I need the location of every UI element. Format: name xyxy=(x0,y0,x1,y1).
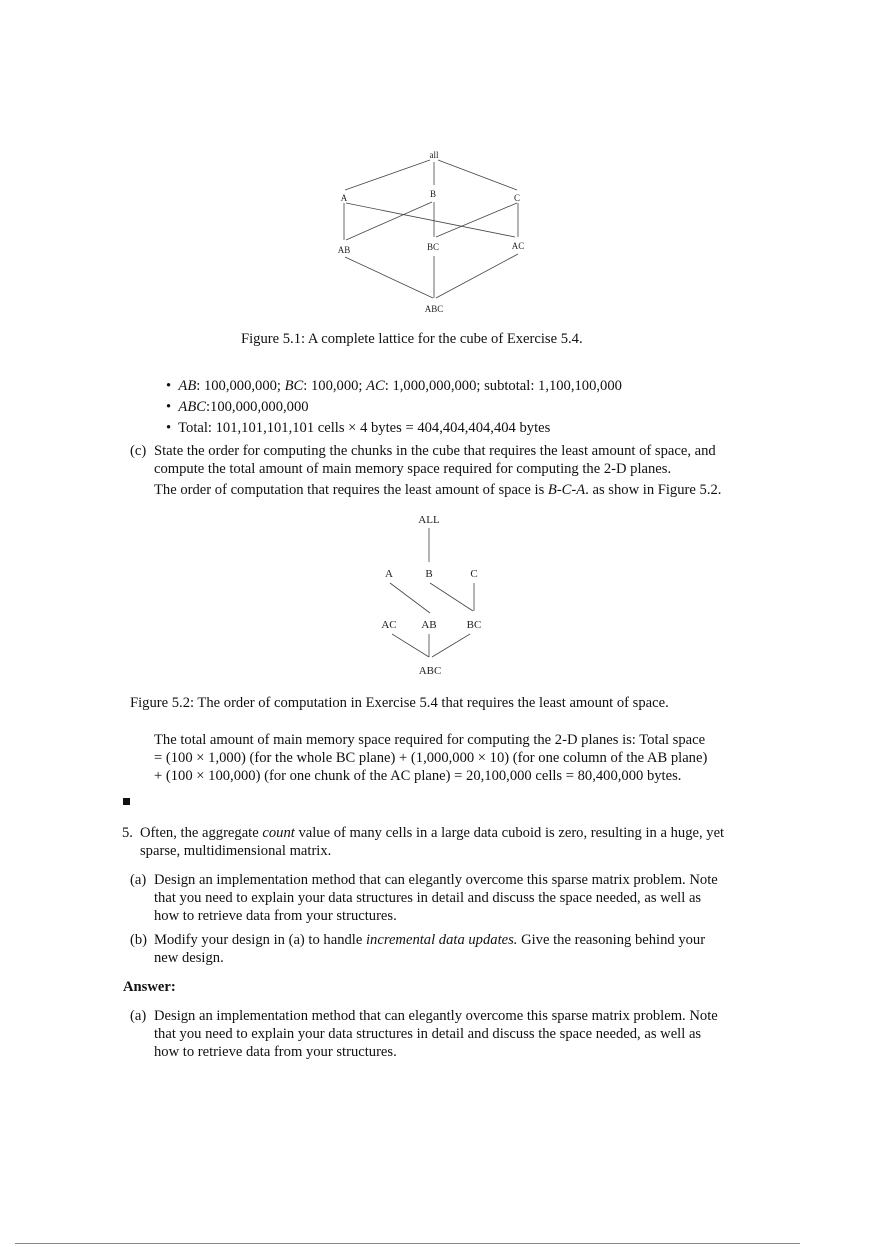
node-abc: ABC xyxy=(418,665,442,677)
node-ac: AC xyxy=(381,619,397,631)
footer-rule xyxy=(15,1243,800,1244)
q5-a-label: (a) xyxy=(130,872,147,888)
node-c: C xyxy=(470,568,478,580)
q5-a-line2: that you need to explain your data structures in detail and discuss the space needed, as well as xyxy=(154,890,702,906)
node-a: A xyxy=(340,193,348,203)
node-b: B xyxy=(429,189,437,199)
node-c: C xyxy=(513,193,521,203)
node-b: B xyxy=(425,568,433,580)
figure-5-1-caption: Figure 5.1: A complete lattice for the cube of Exercise 5.4. xyxy=(241,331,583,347)
node-bc: BC xyxy=(466,619,482,631)
node-all: ALL xyxy=(418,514,440,526)
end-of-proof-mark xyxy=(123,798,130,805)
q5-a-line3: how to retrieve data from your structures. xyxy=(154,908,397,924)
part-c-label: (c) xyxy=(130,443,147,459)
part-c-answer: The order of computation that requires the least amount of space is B-C-A. as show in Figure 5.2. xyxy=(154,482,722,498)
part-c-line1: State the order for computing the chunks in the cube that requires the least amount of space, and xyxy=(154,443,716,459)
total-space-line1: The total amount of main memory space required for computing the 2-D planes is: Total space xyxy=(154,732,706,748)
q5-b-label: (b) xyxy=(130,932,148,948)
answer-heading: Answer: xyxy=(123,979,176,995)
figure-5-1-lattice xyxy=(338,150,525,314)
node-abc: ABC xyxy=(424,304,444,314)
bullet-abc: • ABC:100,000,000,000 xyxy=(166,399,309,415)
q5-line2: sparse, multidimensional matrix. xyxy=(140,843,332,859)
total-space-line2: = (100 × 1,000) (for the whole BC plane) + (1,000,000 × 10) (for one column of the AB plane) xyxy=(154,750,708,766)
q5-number: 5. xyxy=(122,825,133,841)
node-ac: AC xyxy=(511,241,525,251)
node-a: A xyxy=(385,568,393,580)
node-ab: AB xyxy=(337,245,351,255)
node-ab: AB xyxy=(421,619,437,631)
q5-b-line1: Modify your design in (a) to handle incremental data updates. Give the reasoning behind your xyxy=(154,932,706,948)
total-space-line3: + (100 × 100,000) (for one chunk of the AC plane) = 20,100,000 cells = 80,400,000 bytes. xyxy=(154,768,682,784)
answer-a-line1: Design an implementation method that can elegantly overcome this sparse matrix problem. Note xyxy=(154,1008,718,1024)
q5-line1: Often, the aggregate count value of many cells in a large data cuboid is zero, resulting in a huge, yet xyxy=(140,825,725,841)
q5-a-line1: Design an implementation method that can elegantly overcome this sparse matrix problem. Note xyxy=(154,872,718,888)
answer-a-line3: how to retrieve data from your structures. xyxy=(154,1044,397,1060)
answer-a-label: (a) xyxy=(130,1008,147,1024)
figure-5-2-order xyxy=(381,514,481,677)
bullet-2d-planes: • AB: 100,000,000; BC: 100,000; AC: 1,000,000,000; subtotal: 1,100,100,000 xyxy=(166,378,622,394)
q5-b-line2: new design. xyxy=(154,950,224,966)
part-c-line2: compute the total amount of main memory space required for computing the 2-D planes. xyxy=(154,461,672,477)
answer-a-line2: that you need to explain your data structures in detail and discuss the space needed, as well as xyxy=(154,1026,702,1042)
node-bc: BC xyxy=(426,242,440,252)
node-all: all xyxy=(429,150,439,160)
bullet-total: • Total: 101,101,101,101 cells × 4 bytes = 404,404,404,404 bytes xyxy=(166,420,551,436)
figure-5-2-caption: Figure 5.2: The order of computation in Exercise 5.4 that requires the least amount of space. xyxy=(130,695,669,711)
